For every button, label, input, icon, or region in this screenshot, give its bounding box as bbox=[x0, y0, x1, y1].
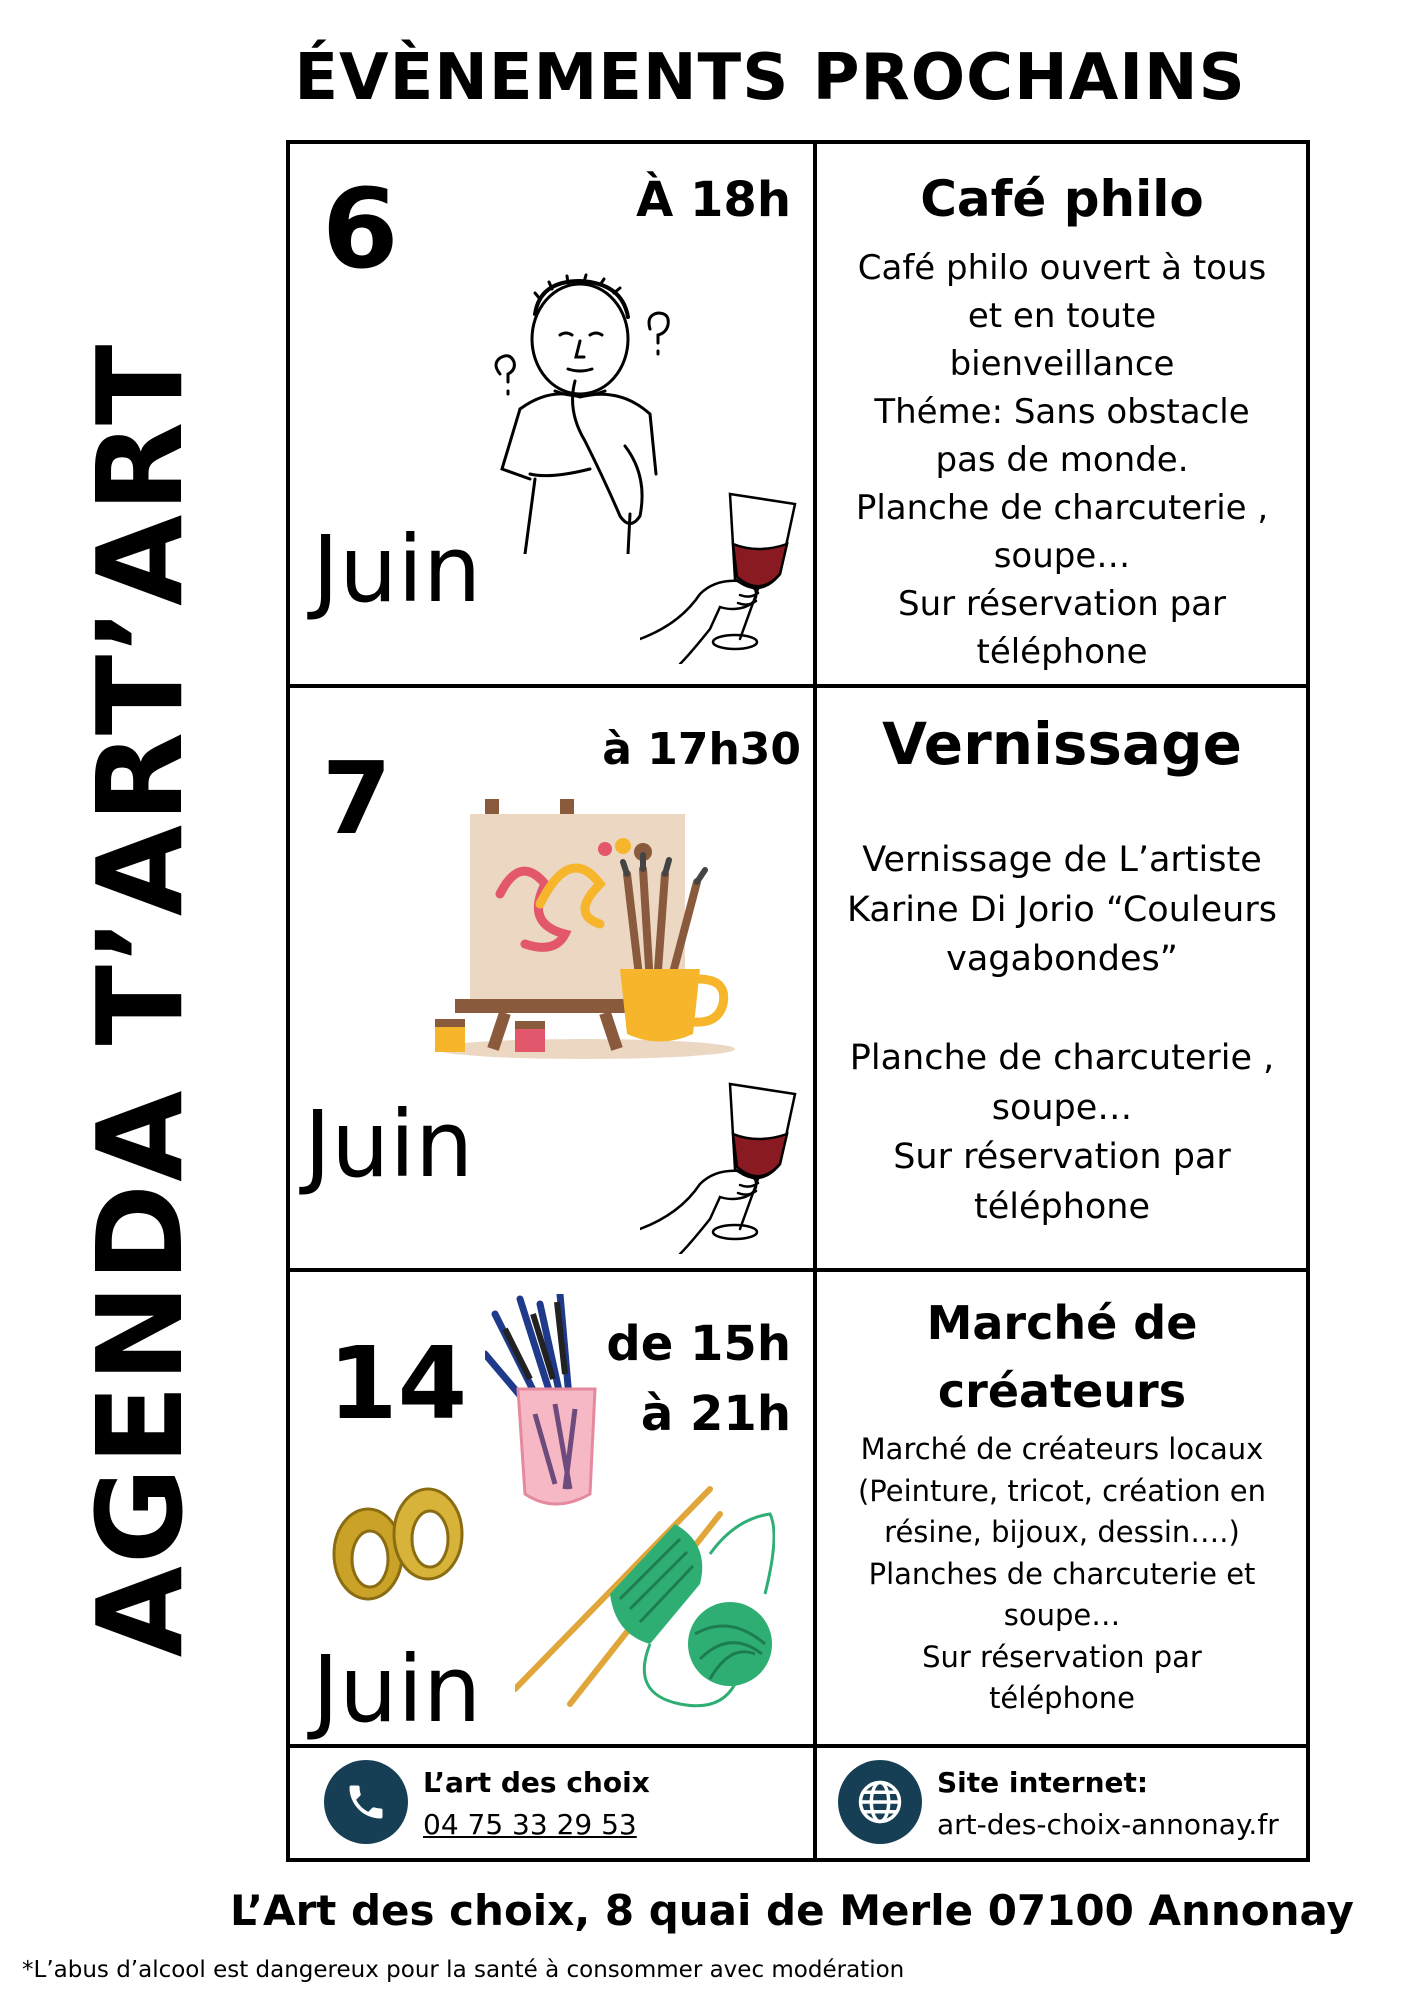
event-description: Café philo ouvert à tous et en toute bienveillance Théme: Sans obstacle pas de monde. Planche de charcuterie , soupe… Sur réservation par téléphone bbox=[855, 248, 1269, 672]
wine-glass-icon bbox=[640, 489, 815, 664]
side-title: AGENDA T’ART’ART bbox=[71, 342, 209, 1658]
address: L’Art des choix, 8 quai de Merle 07100 Annonay bbox=[230, 1886, 1354, 1935]
row-divider bbox=[290, 1744, 1306, 1748]
event-title: Café philo bbox=[920, 170, 1204, 228]
event-time: à 17h30 bbox=[602, 724, 801, 775]
globe-icon[interactable] bbox=[838, 1760, 922, 1844]
event-description: Vernissage de L’artiste Karine Di Jorio “Couleurs vagabondes” Planche de charcuterie , soupe… Sur réservation par téléphone bbox=[847, 840, 1277, 1227]
event-month: Juin bbox=[312, 516, 482, 623]
phone-icon[interactable] bbox=[324, 1760, 408, 1844]
wine-glass-icon bbox=[640, 1079, 815, 1254]
events-table bbox=[286, 140, 1310, 1862]
event-month: Juin bbox=[312, 1636, 482, 1743]
event-description: Marché de créateurs locaux (Peinture, tricot, création en résine, bijoux, dessin….) Planches de charcuterie et soupe… Sur réservation par téléphone bbox=[857, 1432, 1267, 1715]
event-day: 7 bbox=[322, 740, 392, 857]
event-day: 14 bbox=[328, 1325, 468, 1442]
event-title: Vernissage bbox=[882, 710, 1242, 778]
site-label: Site internet: bbox=[937, 1766, 1149, 1799]
row-divider bbox=[290, 1268, 1306, 1272]
knitting-icon bbox=[515, 1484, 775, 1714]
site-url-link[interactable]: art-des-choix-annonay.fr bbox=[937, 1808, 1279, 1841]
event-month: Juin bbox=[304, 1091, 474, 1198]
row-divider bbox=[290, 684, 1306, 688]
phone-number-link[interactable]: 04 75 33 29 53 bbox=[423, 1808, 637, 1841]
earrings-icon bbox=[328, 1479, 468, 1609]
page-title: ÉVÈNEMENTS PROCHAINS bbox=[294, 41, 1246, 115]
easel-icon bbox=[435, 794, 735, 1064]
event-day: 6 bbox=[322, 165, 399, 293]
disclaimer: *L’abus d’alcool est dangereux pour la santé à consommer avec modération bbox=[22, 1957, 905, 1983]
event-title: Marché de créateurs bbox=[926, 1296, 1198, 1418]
event-time: À 18h bbox=[636, 172, 791, 228]
phone-label: L’art des choix bbox=[423, 1766, 650, 1799]
event-time: de 15h à 21h bbox=[606, 1316, 791, 1442]
